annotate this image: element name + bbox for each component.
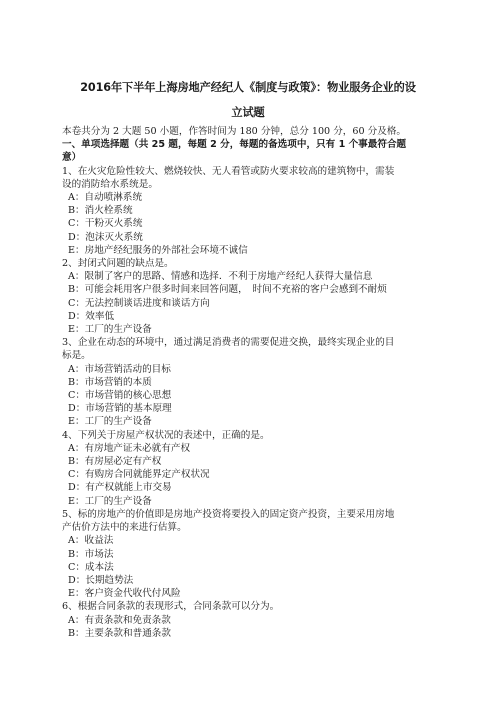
option-a: A：有房地产证未必就有产权 xyxy=(68,442,191,454)
option-b: B：市场法 xyxy=(68,548,114,560)
option-c: C：成本法 xyxy=(68,561,114,573)
question-stem: 6、根据合同条款的表现形式，合同条款可以分为。 xyxy=(62,601,280,613)
option-e: E：工厂的生产设备 xyxy=(68,416,152,428)
question-stem: 2、封闭式问题的缺点是。 xyxy=(62,258,174,270)
question-stem: 1、在火灾危险性较大、燃烧较快、无人看管或防火要求较高的建筑物中，需装 xyxy=(62,165,395,177)
option-d: D：长期趋势法 xyxy=(68,574,134,586)
question-stem: 3、企业在动态的环境中，通过满足消费者的需要促进交换，最终实现企业的目 xyxy=(62,337,395,349)
question-stem: 产估价方法中的来进行估算。 xyxy=(62,522,187,534)
option-c: C：市场营销的核心思想 xyxy=(68,390,172,402)
question-4 xyxy=(62,429,442,508)
option-d: D：市场营销的基本原理 xyxy=(68,403,172,415)
option-e: E：工厂的生产设备 xyxy=(68,495,152,507)
question-6 xyxy=(62,600,442,640)
option-e: E：工厂的生产设备 xyxy=(68,324,152,336)
section-heading-line2: 意） xyxy=(62,152,82,164)
option-a: A：限制了客户的思路、情感和选择．不利于房地产经纪人获得大量信息 xyxy=(68,271,373,283)
document-title-line1: 2016年下半年上海房地产经纪人《制度与政策》：物业服务企业的设 xyxy=(80,81,416,94)
question-3 xyxy=(62,336,442,428)
option-e: E：房地产经纪服务的外部社会环境不诚信 xyxy=(68,244,248,256)
option-b: B：市场营销的本质 xyxy=(68,376,152,388)
question-stem: 标是。 xyxy=(62,350,91,362)
option-e: E：客户资金代收代付风险 xyxy=(68,588,181,600)
option-c: C：有购房合同就能界定产权状况 xyxy=(68,469,210,481)
option-b: B：消火栓系统 xyxy=(68,205,133,217)
section-heading-line1: 一、单项选择题（共 25 题，每题 2 分，每题的备选项中，只有 1 个事最符合题 xyxy=(62,139,407,151)
document-body xyxy=(62,125,442,640)
option-a: A：自动喷淋系统 xyxy=(68,192,143,204)
option-a: A：收益法 xyxy=(68,535,114,547)
option-d: D：效率低 xyxy=(68,310,115,322)
question-stem: 设的消防给水系统是。 xyxy=(62,178,158,190)
option-b: B：有房屋必定有产权 xyxy=(68,456,162,468)
option-b: B：主要条款和普通条款 xyxy=(68,627,171,639)
intro-text: 本卷共分为 2 大题 50 小题，作答时间为 180 分钟，总分 100 分，60 分及格。 xyxy=(62,126,407,137)
document-title-line2: 立试题 xyxy=(231,106,265,119)
question-2 xyxy=(62,257,442,336)
option-d: D：泡沫灭火系统 xyxy=(68,231,143,243)
option-b: B：可能会耗用客户很多时间来回答问题， 时间不充裕的客户会感到不耐烦 xyxy=(68,284,387,296)
option-d: D：有产权就能上市交易 xyxy=(68,482,172,494)
question-1 xyxy=(62,165,442,257)
option-c: C：无法控制谈话进度和谈话方向 xyxy=(68,297,210,309)
option-a: A：有责条款和免责条款 xyxy=(68,614,171,626)
option-c: C：干粉灭火系统 xyxy=(68,218,143,230)
question-stem: 5、标的房地产的价值即是房地产投资将要投入的固定资产投资，主要采用房地 xyxy=(62,508,395,520)
question-5 xyxy=(62,508,442,600)
question-stem: 4、下列关于房屋产权状况的表述中，正确的是。 xyxy=(62,429,270,441)
option-a: A：市场营销活动的目标 xyxy=(68,363,171,375)
